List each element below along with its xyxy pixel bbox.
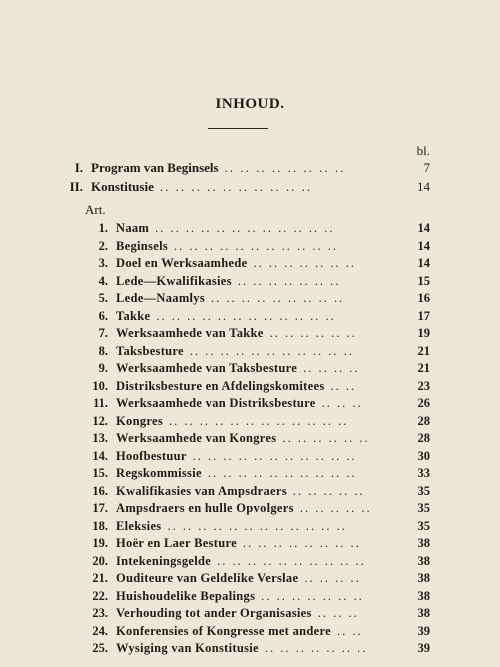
toc-row — [72, 431, 430, 449]
article-number: 6. — [98, 308, 108, 323]
article-page: 17 — [417, 308, 430, 323]
toc-row — [72, 519, 430, 537]
section-page: 14 — [417, 179, 430, 194]
toc-row — [72, 624, 430, 642]
dot-leader: .. .. .. .. .. .. .. — [261, 588, 364, 603]
article-title: Distriksbesture en Afdelingskomitees — [116, 378, 325, 393]
article-number: 1. — [98, 221, 108, 235]
article-number: 4. — [98, 273, 108, 288]
article-number: 24. — [92, 623, 108, 638]
article-title: Konferensies of Kongresse met andere — [116, 623, 331, 638]
article-page: 38 — [417, 588, 430, 603]
article-number: 12. — [92, 413, 108, 428]
dot-leader: .. .. .. .. — [304, 571, 361, 585]
article-page: 28 — [417, 413, 430, 428]
toc-row — [72, 309, 430, 327]
article-title: Hoofbestuur — [116, 448, 187, 463]
article-column-label: Art. — [85, 202, 106, 217]
article-number: 8. — [98, 343, 108, 358]
dot-leader: .. .. .. .. .. .. .. .. .. .. — [159, 179, 313, 194]
dot-leader: .. .. .. .. .. .. .. — [264, 641, 368, 655]
article-number: 16. — [92, 483, 108, 498]
toc-row — [72, 571, 430, 589]
dot-leader: .. .. .. .. .. .. .. — [253, 256, 356, 270]
toc-row — [72, 554, 430, 572]
section-number: I. — [74, 160, 83, 175]
article-title: Naam — [116, 221, 150, 235]
article-page: 15 — [417, 273, 430, 288]
article-title: Regskommissie — [116, 466, 202, 480]
dot-leader: .. .. .. .. .. .. — [282, 431, 370, 445]
article-page: 35 — [417, 501, 430, 515]
article-title: Ouditeure van Geldelike Verslae — [116, 571, 299, 585]
article-page: 38 — [417, 553, 430, 568]
article-page: 16 — [417, 291, 430, 305]
article-number: 10. — [92, 378, 108, 393]
article-title: Verhouding tot ander Organisasies — [116, 606, 312, 620]
dot-leader: .. .. .. .. .. .. .. .. .. .. — [207, 466, 357, 480]
article-number: 17. — [92, 501, 108, 515]
article-page: 28 — [417, 431, 430, 445]
toc-row — [72, 484, 430, 502]
dot-leader: .. .. .. — [317, 606, 359, 620]
article-title: Hoër en Laer Besture — [116, 536, 237, 550]
article-title: Intekeningsgelde — [116, 553, 212, 568]
article-number: 5. — [98, 291, 108, 305]
article-title: Wysiging van Konstitusie — [116, 641, 259, 655]
article-page: 19 — [417, 326, 430, 340]
article-number: 7. — [98, 326, 108, 340]
dot-leader: .. .. .. .. .. .. .. .. .. .. .. .. — [169, 413, 349, 428]
title-rule — [208, 128, 268, 129]
toc-row — [72, 274, 430, 292]
toc-row — [72, 326, 430, 344]
section-number: II. — [69, 179, 83, 194]
dot-leader: .. .. — [330, 378, 357, 393]
dot-leader: .. .. .. — [321, 396, 363, 410]
article-number: 20. — [92, 553, 108, 568]
article-title: Eleksies — [116, 518, 162, 533]
article-page: 38 — [417, 571, 430, 585]
section-title: Program van Beginsels — [91, 160, 219, 175]
article-number: 2. — [98, 238, 108, 253]
page-title: INHOUD. — [215, 96, 285, 112]
article-title: Ampsdraers en hulle Opvolgers — [116, 501, 294, 515]
article-number: 22. — [92, 588, 108, 603]
article-title: Werksaamhede van Kongres — [116, 431, 277, 445]
article-title: Werksaamhede van Taksbesture — [116, 361, 298, 375]
toc-row — [72, 606, 430, 624]
toc-row — [72, 291, 430, 309]
toc-row — [72, 379, 430, 397]
article-number: 9. — [98, 361, 108, 375]
article-page: 39 — [417, 641, 430, 655]
article-page: 33 — [417, 466, 430, 480]
article-number: 3. — [98, 256, 108, 270]
dot-leader: .. .. .. .. .. .. .. .. .. .. .. .. — [156, 308, 336, 323]
article-title: Beginsels — [116, 238, 169, 253]
dot-leader: .. .. .. .. .. .. .. .. .. .. .. — [189, 343, 354, 358]
article-page: 38 — [417, 606, 430, 620]
toc-row — [72, 414, 430, 432]
article-title: Doel en Werksaamhede — [116, 256, 248, 270]
section-entry-2 — [55, 179, 430, 197]
article-page: 39 — [417, 623, 430, 638]
toc-row — [72, 344, 430, 362]
article-page: 26 — [417, 396, 430, 410]
toc-row — [72, 239, 430, 257]
toc-row — [72, 221, 430, 239]
article-title: Taksbesture — [116, 343, 184, 358]
article-title: Werksaamhede van Distriksbesture — [116, 396, 316, 410]
article-title: Werksaamhede van Takke — [116, 326, 264, 340]
article-number: 14. — [92, 448, 108, 463]
dot-leader: .. .. .. .. — [303, 361, 360, 375]
article-page: 21 — [417, 361, 430, 375]
toc-row — [72, 466, 430, 484]
dot-leader: .. .. .. .. .. .. .. .. .. .. .. .. — [167, 518, 347, 533]
dot-leader: .. .. .. .. .. .. .. .. — [242, 536, 361, 550]
toc-row — [72, 256, 430, 274]
toc-row — [72, 501, 430, 519]
article-title: Kwalifikasies van Ampsdraers — [116, 483, 287, 498]
article-number: 11. — [93, 396, 108, 410]
article-page: 14 — [417, 221, 430, 235]
dot-leader: .. .. .. .. .. .. .. .. — [224, 160, 346, 175]
toc-row — [72, 449, 430, 467]
article-number: 25. — [92, 641, 108, 655]
dot-leader: .. .. .. .. .. .. .. .. .. .. — [217, 553, 366, 568]
toc-row — [72, 536, 430, 554]
article-page: 23 — [417, 378, 430, 393]
article-page: 38 — [417, 536, 430, 550]
dot-leader: .. .. .. .. .. — [299, 501, 372, 515]
toc-row — [72, 361, 430, 379]
dot-leader: .. .. .. .. .. .. .. .. .. .. .. .. — [155, 221, 335, 235]
article-page: 35 — [417, 518, 430, 533]
article-title: Lede—Kwalifikasies — [116, 273, 232, 288]
article-title: Huishoudelike Bepalings — [116, 588, 256, 603]
article-number: 21. — [92, 571, 108, 585]
dot-leader: .. .. .. .. .. — [292, 483, 365, 498]
article-number: 15. — [92, 466, 108, 480]
toc-row — [72, 641, 430, 659]
article-title: Kongres — [116, 413, 164, 428]
article-number: 13. — [92, 431, 108, 445]
article-page: 14 — [417, 238, 430, 253]
article-page: 21 — [417, 343, 430, 358]
article-page: 30 — [417, 448, 430, 463]
article-number: 19. — [92, 536, 108, 550]
dot-leader: .. .. .. .. .. .. .. .. .. .. .. — [192, 448, 357, 463]
article-number: 18. — [92, 518, 108, 533]
article-page: 14 — [417, 256, 430, 270]
article-list — [72, 221, 430, 659]
article-page: 35 — [417, 483, 430, 498]
toc-row — [72, 396, 430, 414]
dot-leader: .. .. — [336, 623, 363, 638]
article-title: Takke — [116, 308, 151, 323]
article-title: Lede—Naamlys — [116, 291, 206, 305]
dot-leader: .. .. .. .. .. .. .. .. .. .. .. — [174, 238, 339, 253]
dot-leader: .. .. .. .. .. .. .. — [237, 273, 341, 288]
dot-leader: .. .. .. .. .. .. .. .. .. — [211, 291, 345, 305]
section-page: 7 — [423, 160, 430, 175]
section-entry-1 — [55, 160, 430, 178]
section-title: Konstitusie — [91, 179, 154, 194]
dot-leader: .. .. .. .. .. .. — [269, 326, 357, 340]
article-number: 23. — [92, 606, 108, 620]
page-column-label: bl. — [416, 143, 430, 158]
toc-row — [72, 589, 430, 607]
